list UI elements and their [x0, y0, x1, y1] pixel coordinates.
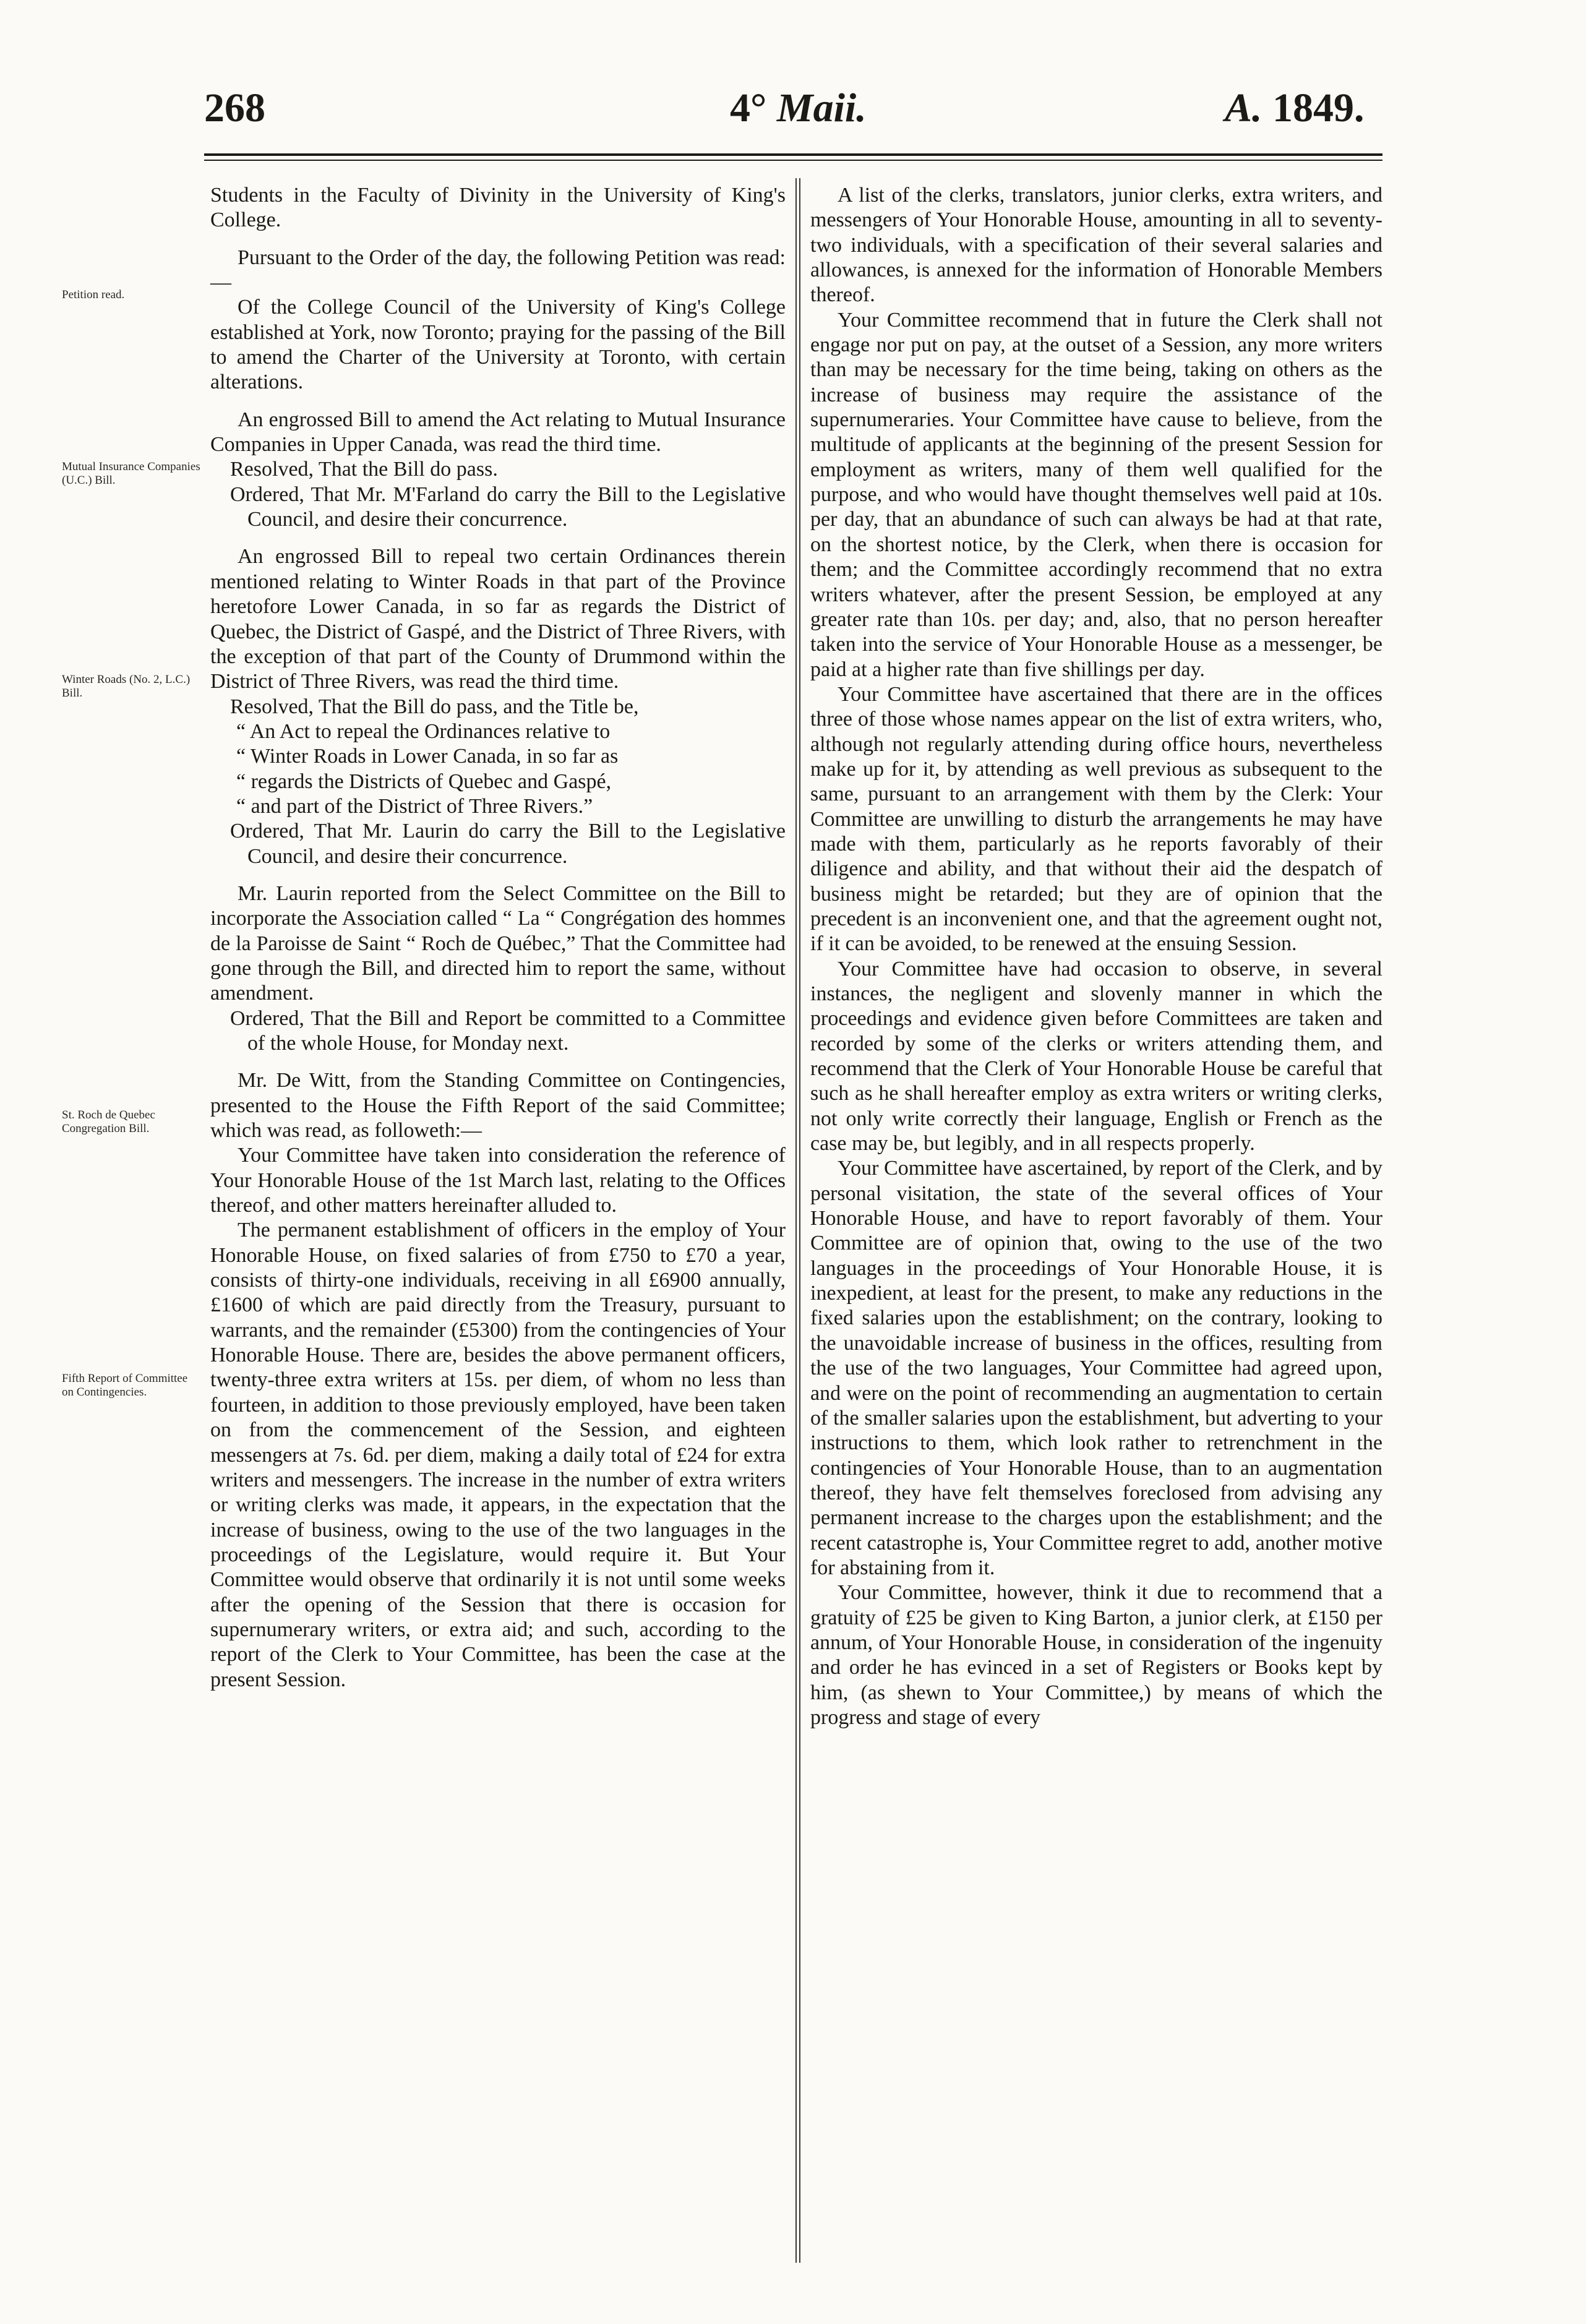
- right-column: [810, 183, 1382, 1730]
- column-divider: [795, 178, 797, 2263]
- paragraph: Ordered, That the Bill and Report be committed to a Committee of the whole House, for Monday next.: [230, 1006, 786, 1055]
- header-year-prefix: A.: [1225, 85, 1262, 131]
- header-date-word: Maii.: [776, 85, 867, 131]
- paragraph: Your Committee have ascertained that there are in the offices three of those whose names appear on the list of extra writers, who, although not regularly attending during office hours, nevertheless make up for it, by attending as well previous as subsequent to the same, pursuant to an arrangement with them by the Clerk: Your Committee are unwilling to disturb the arrangements he may have made with them, particularly as he reports favorably of their diligence and ability, and that without their aid the despatch of business might be retarded; but they are of opinion that the precedent is an inconvenient one, and that the agreement ought not, if it can be avoided, to be renewed at the ensuing Session.: [810, 682, 1382, 956]
- page-number: 268: [204, 85, 265, 131]
- paragraph: Pursuant to the Order of the day, the following Petition was read:—: [210, 246, 786, 294]
- paragraph: Mr. Laurin reported from the Select Committee on the Bill to incorporate the Association called “ La “ Congrégation des hommes de la Paroisse de Saint “ Roch de Québec,” That the Committee had gone through the Bill, and directed him to report the same, without amendment.: [210, 881, 786, 1005]
- paragraph: An engrossed Bill to repeal two certain Ordinances therein mentioned relating to Winter Roads in that part of the Province heretofore Lower Canada, in so far as regards the District of Quebec, the District of Gaspé, and the District of Three Rivers, with the exception of that part of the County of Drummond within the District of Three Rivers, was read the third time.: [210, 545, 786, 693]
- paragraph: Your Committee have ascertained, by report of the Clerk, and by personal visitation, the state of the several offices of Your Honorable House, and have to report favorably of them. Your Committee are of opinion that, owing to the use of the two languages in the proceedings of Your Honorable House, it is inexpedient, at least for the present, to make any reductions in the fixed salaries upon the establishment; on the contrary, looking to the unavoidable increase of business in the offices, resulting from the use of the two languages, Your Committee had agreed upon, and were on the point of recommending an augmentation to certain of the smaller salaries upon the establishment, but adverting to your instructions to them, which look rather to retrenchment in the contingencies of Your Honorable House, than to an augmentation thereof, they have felt themselves foreclosed from advising any permanent increase to the charges upon the establishment; and the recent catastrophe is, Your Committee regret to add, another motive for abstaining from it.: [810, 1157, 1382, 1579]
- margin-note-fifth-report: Fifth Report of Committee on Contingencies.: [62, 1372, 188, 1399]
- margin-note-st-roch: St. Roch de Quebec Congregation Bill.: [62, 1108, 155, 1135]
- paragraph: Resolved, That the Bill do pass, and the Title be,: [230, 695, 639, 718]
- paragraph: Your Committee, however, think it due to recommend that a gratuity of £25 be given to King Barton, a junior clerk, at £150 per annum, of Your Honorable House, in consideration of the ingenuity and order he has evinced in a set of Registers or Books kept by him, (as shewn to Your Committee,) by means of which the progress and stage of every: [810, 1581, 1382, 1729]
- left-column: [210, 183, 786, 1692]
- header-date: [730, 80, 867, 136]
- margin-note-mutual-insurance: Mutual Insurance Companies (U.C.) Bill.: [62, 460, 200, 487]
- paragraph: Resolved, That the Bill do pass.: [230, 458, 498, 481]
- paragraph: Of the College Council of the University of King's College established at York, now Toronto; praying for the passing of the Bill to amend the Charter of the University at Toronto, with certain alterations.: [210, 296, 786, 394]
- margin-note-petition: Petition read.: [62, 288, 125, 301]
- header-year: [1225, 80, 1365, 136]
- paragraph: Students in the Faculty of Divinity in the University of King's College.: [210, 184, 786, 232]
- paragraph: Your Committee have taken into consideration the reference of Your Honorable House of the 1st March last, relating to the Offices thereof, and other matters hereinafter alluded to.: [210, 1144, 786, 1217]
- paragraph: Mr. De Witt, from the Standing Committee on Contingencies, presented to the House the Fifth Report of the said Committee; which was read, as followeth:—: [210, 1069, 786, 1143]
- paragraph: “ An Act to repeal the Ordinances relative to: [236, 719, 611, 743]
- margin-note-winter-roads: Winter Roads (No. 2, L.C.) Bill.: [62, 673, 191, 700]
- paragraph: “ regards the Districts of Quebec and Gaspé,: [236, 770, 612, 793]
- paragraph: An engrossed Bill to amend the Act relating to Mutual Insurance Companies in Upper Canada, was read the third time.: [210, 408, 786, 457]
- paragraph: Your Committee have had occasion to observe, in several instances, the negligent and slovenly manner in which the proceedings and evidence given before Committees are taken and recorded by some of the clerks or writers attending them, and recommend that the Clerk of Your Honorable House be careful that such as he shall hereafter employ as extra writers or writing clerks, not only write correctly their language, English or French as the case may be, but legibly, and in all respects properly.: [810, 957, 1382, 1156]
- header-rule-thin: [204, 160, 1382, 161]
- column-divider-inner: [799, 178, 800, 2263]
- header-date-number: 4°: [730, 85, 767, 131]
- paragraph: “ Winter Roads in Lower Canada, in so far as: [236, 745, 619, 768]
- paragraph: Your Committee recommend that in future the Clerk shall not engage nor put on pay, at the outset of a Session, any more writers than may be necessary for the time being, taking on others as the increase of business may require the assistance of the supernumeraries. Your Committee have cause to believe, from the multitude of applicants at the beginning of the present Session for employment as writers, many of them well qualified for the purpose, and who would have thought themselves well paid at 10s. per day, that an abundance of such can always be had at that rate, on the shortest notice, by the Clerk, when there is occasion for them; and the Committee accordingly recommend that no extra writers whatever, after the present Session, be employed at any greater rate than 10s. per day; and, also, that no person hereafter taken into the service of Your Honorable House as a messenger, be paid at a higher rate than five shillings per day.: [810, 308, 1382, 681]
- paragraph: “ and part of the District of Three Rivers.”: [236, 794, 593, 818]
- paragraph: Ordered, That Mr. M'Farland do carry the Bill to the Legislative Council, and desire their concurrence.: [230, 482, 786, 531]
- header-rule-thick: [204, 153, 1382, 156]
- paragraph: A list of the clerks, translators, junior clerks, extra writers, and messengers of Your Honorable House, amounting in all to seventy-two individuals, with a specification of their several salaries and allowances, is annexed for the information of Honorable Members thereof.: [810, 184, 1382, 307]
- paragraph: Ordered, That Mr. Laurin do carry the Bill to the Legislative Council, and desire their concurrence.: [230, 820, 786, 868]
- paragraph: The permanent establishment of officers in the employ of Your Honorable House, on fixed salaries of from £750 to £70 a year, consists of thirty-one individuals, receiving in all £6900 annually, £1600 of which are paid directly from the Treasury, pursuant to warrants, and the remainder (£5300) from the contingencies of Your Honorable House. There are, besides the above permanent officers, twenty-three extra writers at 15s. per diem, of whom no less than fourteen, in addition to those previously employed, have been taken on from the commencement of the Session, and eighteen messengers at 7s. 6d. per diem, making a daily total of £24 for extra writers and messengers. The increase in the number of extra writers or writing clerks was made, it appears, in the expectation that the increase of business, owing to the use of the two languages in the proceedings of the Legislature, would require it. But Your Committee would observe that ordinarily it is not until some weeks after the opening of the Session that there is occasion for supernumerary writers, or extra aid; and such, according to the report of the Clerk to Your Committee, has been the case at the present Session.: [210, 1219, 786, 1691]
- header-year-number: 1849.: [1272, 85, 1365, 131]
